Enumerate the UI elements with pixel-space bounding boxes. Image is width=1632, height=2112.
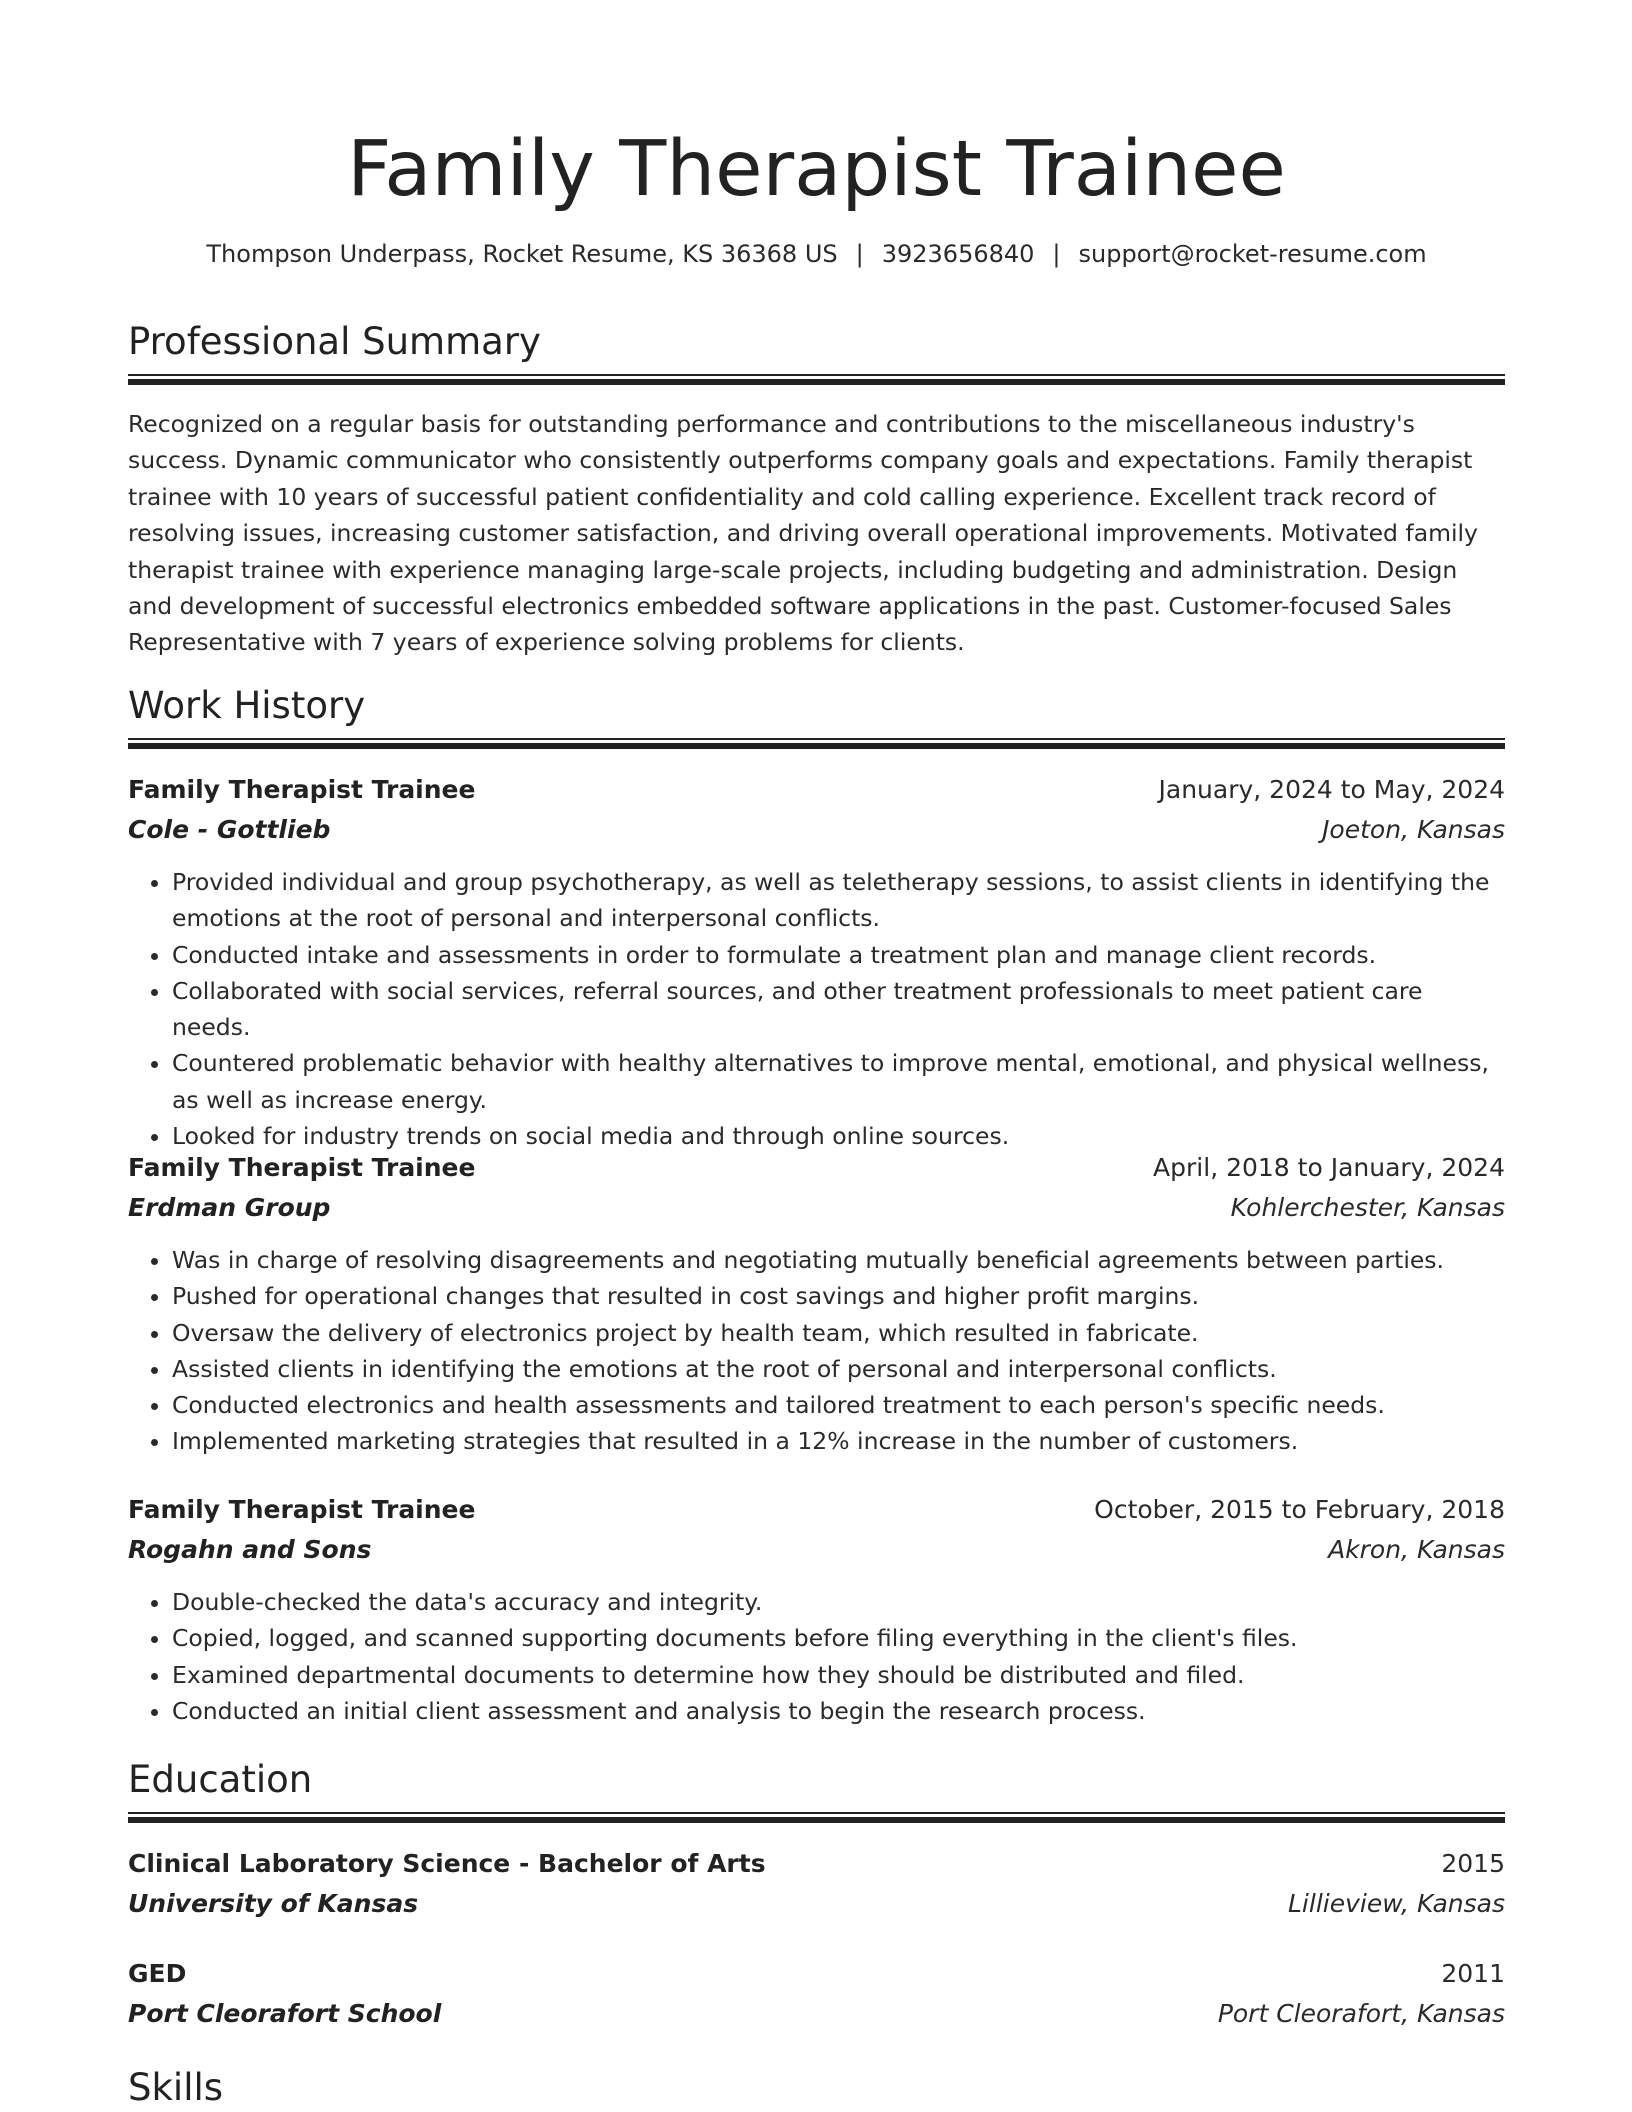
job-header-row: [128, 1150, 1505, 1186]
job-location: Joeton, Kansas: [1322, 815, 1505, 844]
education-school-row: [128, 1996, 1505, 2032]
work-history-heading: Work History: [128, 684, 366, 727]
job-bullet: • Implemented marketing strategies that resulted in a 12% increase in the number of customers.: [172, 1423, 1505, 1459]
section-divider: [128, 1812, 1505, 1824]
job-company-row: [128, 1532, 1505, 1568]
education-heading: Education: [128, 1758, 313, 1801]
job-bullet-list: [128, 1242, 1505, 1460]
education-school: Port Cleorafort School: [128, 1999, 442, 2028]
job-location: Akron, Kansas: [1328, 1535, 1505, 1564]
education-location: Lillieview, Kansas: [1288, 1889, 1505, 1918]
job-bullet: • Copied, logged, and scanned supporting documents before filing everything in the client's files.: [172, 1620, 1505, 1656]
job-bullet: • Was in charge of resolving disagreements and negotiating mutually beneficial agreements between parties.: [172, 1242, 1505, 1278]
job-company: Erdman Group: [128, 1193, 331, 1222]
contact-separator: |: [855, 240, 864, 268]
job-bullet: • Double-checked the data's accuracy and integrity.: [172, 1584, 1505, 1620]
job-company: Cole - Gottlieb: [128, 815, 331, 844]
job-bullet-list: [128, 1584, 1505, 1729]
job-company-row: [128, 1190, 1505, 1226]
education-school-row: [128, 1886, 1505, 1922]
job-bullet: • Conducted intake and assessments in order to formulate a treatment plan and manage client records.: [172, 937, 1505, 973]
job-bullet: • Conducted electronics and health assessments and tailored treatment to each person's specific needs.: [172, 1387, 1505, 1423]
education-degree: Clinical Laboratory Science - Bachelor of Arts: [128, 1849, 766, 1878]
job-bullet: • Assisted clients in identifying the emotions at the root of personal and interpersonal conflicts.: [172, 1351, 1505, 1387]
education-school: University of Kansas: [128, 1889, 419, 1918]
job-bullet: • Pushed for operational changes that resulted in cost savings and higher profit margins.: [172, 1278, 1505, 1314]
summary-heading: Professional Summary: [128, 320, 541, 363]
education-header-row: [128, 1846, 1505, 1882]
education-degree: GED: [128, 1959, 187, 1988]
contact-address: Thompson Underpass, Rocket Resume, KS 36368 US: [206, 240, 838, 268]
job-location: Kohlerchester, Kansas: [1230, 1193, 1505, 1222]
summary-text: Recognized on a regular basis for outstanding performance and contributions to the miscellaneous industry's success. Dynamic communicator who consistently outperforms company goals and expectations. Family therapist trainee with 10 years of successful patient confidentiality and cold calling experience. Excellent track record of resolving issues, increasing customer satisfaction, and driving overall operational improvements. Motivated family therapist trainee with experience managing large-scale projects, including budgeting and administration. Design and development of successful electronics embedded software applications in the past. Customer-focused Sales Representative with 7 years of experience solving problems for clients.: [128, 410, 1478, 657]
education-year: 2015: [1441, 1849, 1505, 1878]
contact-email: support@rocket-resume.com: [1078, 240, 1427, 268]
job-bullet: • Provided individual and group psychotherapy, as well as teletherapy sessions, to assist clients in identifying the emotions at the root of personal and interpersonal conflicts.: [172, 864, 1505, 937]
resume-title: Family Therapist Trainee: [347, 125, 1286, 214]
job-bullet: • Conducted an initial client assessment and analysis to begin the research process.: [172, 1693, 1505, 1729]
contact-phone: 3923656840: [881, 240, 1035, 268]
skills-heading: Skills: [128, 2066, 224, 2109]
job-header-row: [128, 1492, 1505, 1528]
job-title: Family Therapist Trainee: [128, 775, 476, 804]
job-title: Family Therapist Trainee: [128, 1495, 476, 1524]
contact-line: [128, 238, 1505, 270]
job-bullet: • Collaborated with social services, referral sources, and other treatment professionals to meet patient care needs.: [172, 973, 1505, 1046]
job-title: Family Therapist Trainee: [128, 1153, 476, 1182]
section-divider: [128, 738, 1505, 750]
education-location: Port Cleorafort, Kansas: [1217, 1999, 1505, 2028]
job-company-row: [128, 812, 1505, 848]
job-bullet-list: [128, 864, 1505, 1154]
education-header-row: [128, 1956, 1505, 1992]
job-dates: January, 2024 to May, 2024: [1158, 775, 1505, 804]
contact-separator: |: [1052, 240, 1061, 268]
job-bullet: • Examined departmental documents to determine how they should be distributed and filed.: [172, 1657, 1505, 1693]
job-company: Rogahn and Sons: [128, 1535, 372, 1564]
job-bullet: • Countered problematic behavior with healthy alternatives to improve mental, emotional, and physical wellness, as well as increase energy.: [172, 1045, 1505, 1118]
job-bullet: • Oversaw the delivery of electronics project by health team, which resulted in fabricate.: [172, 1315, 1505, 1351]
section-divider: [128, 374, 1505, 386]
job-dates: October, 2015 to February, 2018: [1094, 1495, 1505, 1524]
job-header-row: [128, 772, 1505, 808]
job-dates: April, 2018 to January, 2024: [1153, 1153, 1505, 1182]
job-bullet: • Looked for industry trends on social media and through online sources.: [172, 1118, 1505, 1154]
education-year: 2011: [1441, 1959, 1505, 1988]
